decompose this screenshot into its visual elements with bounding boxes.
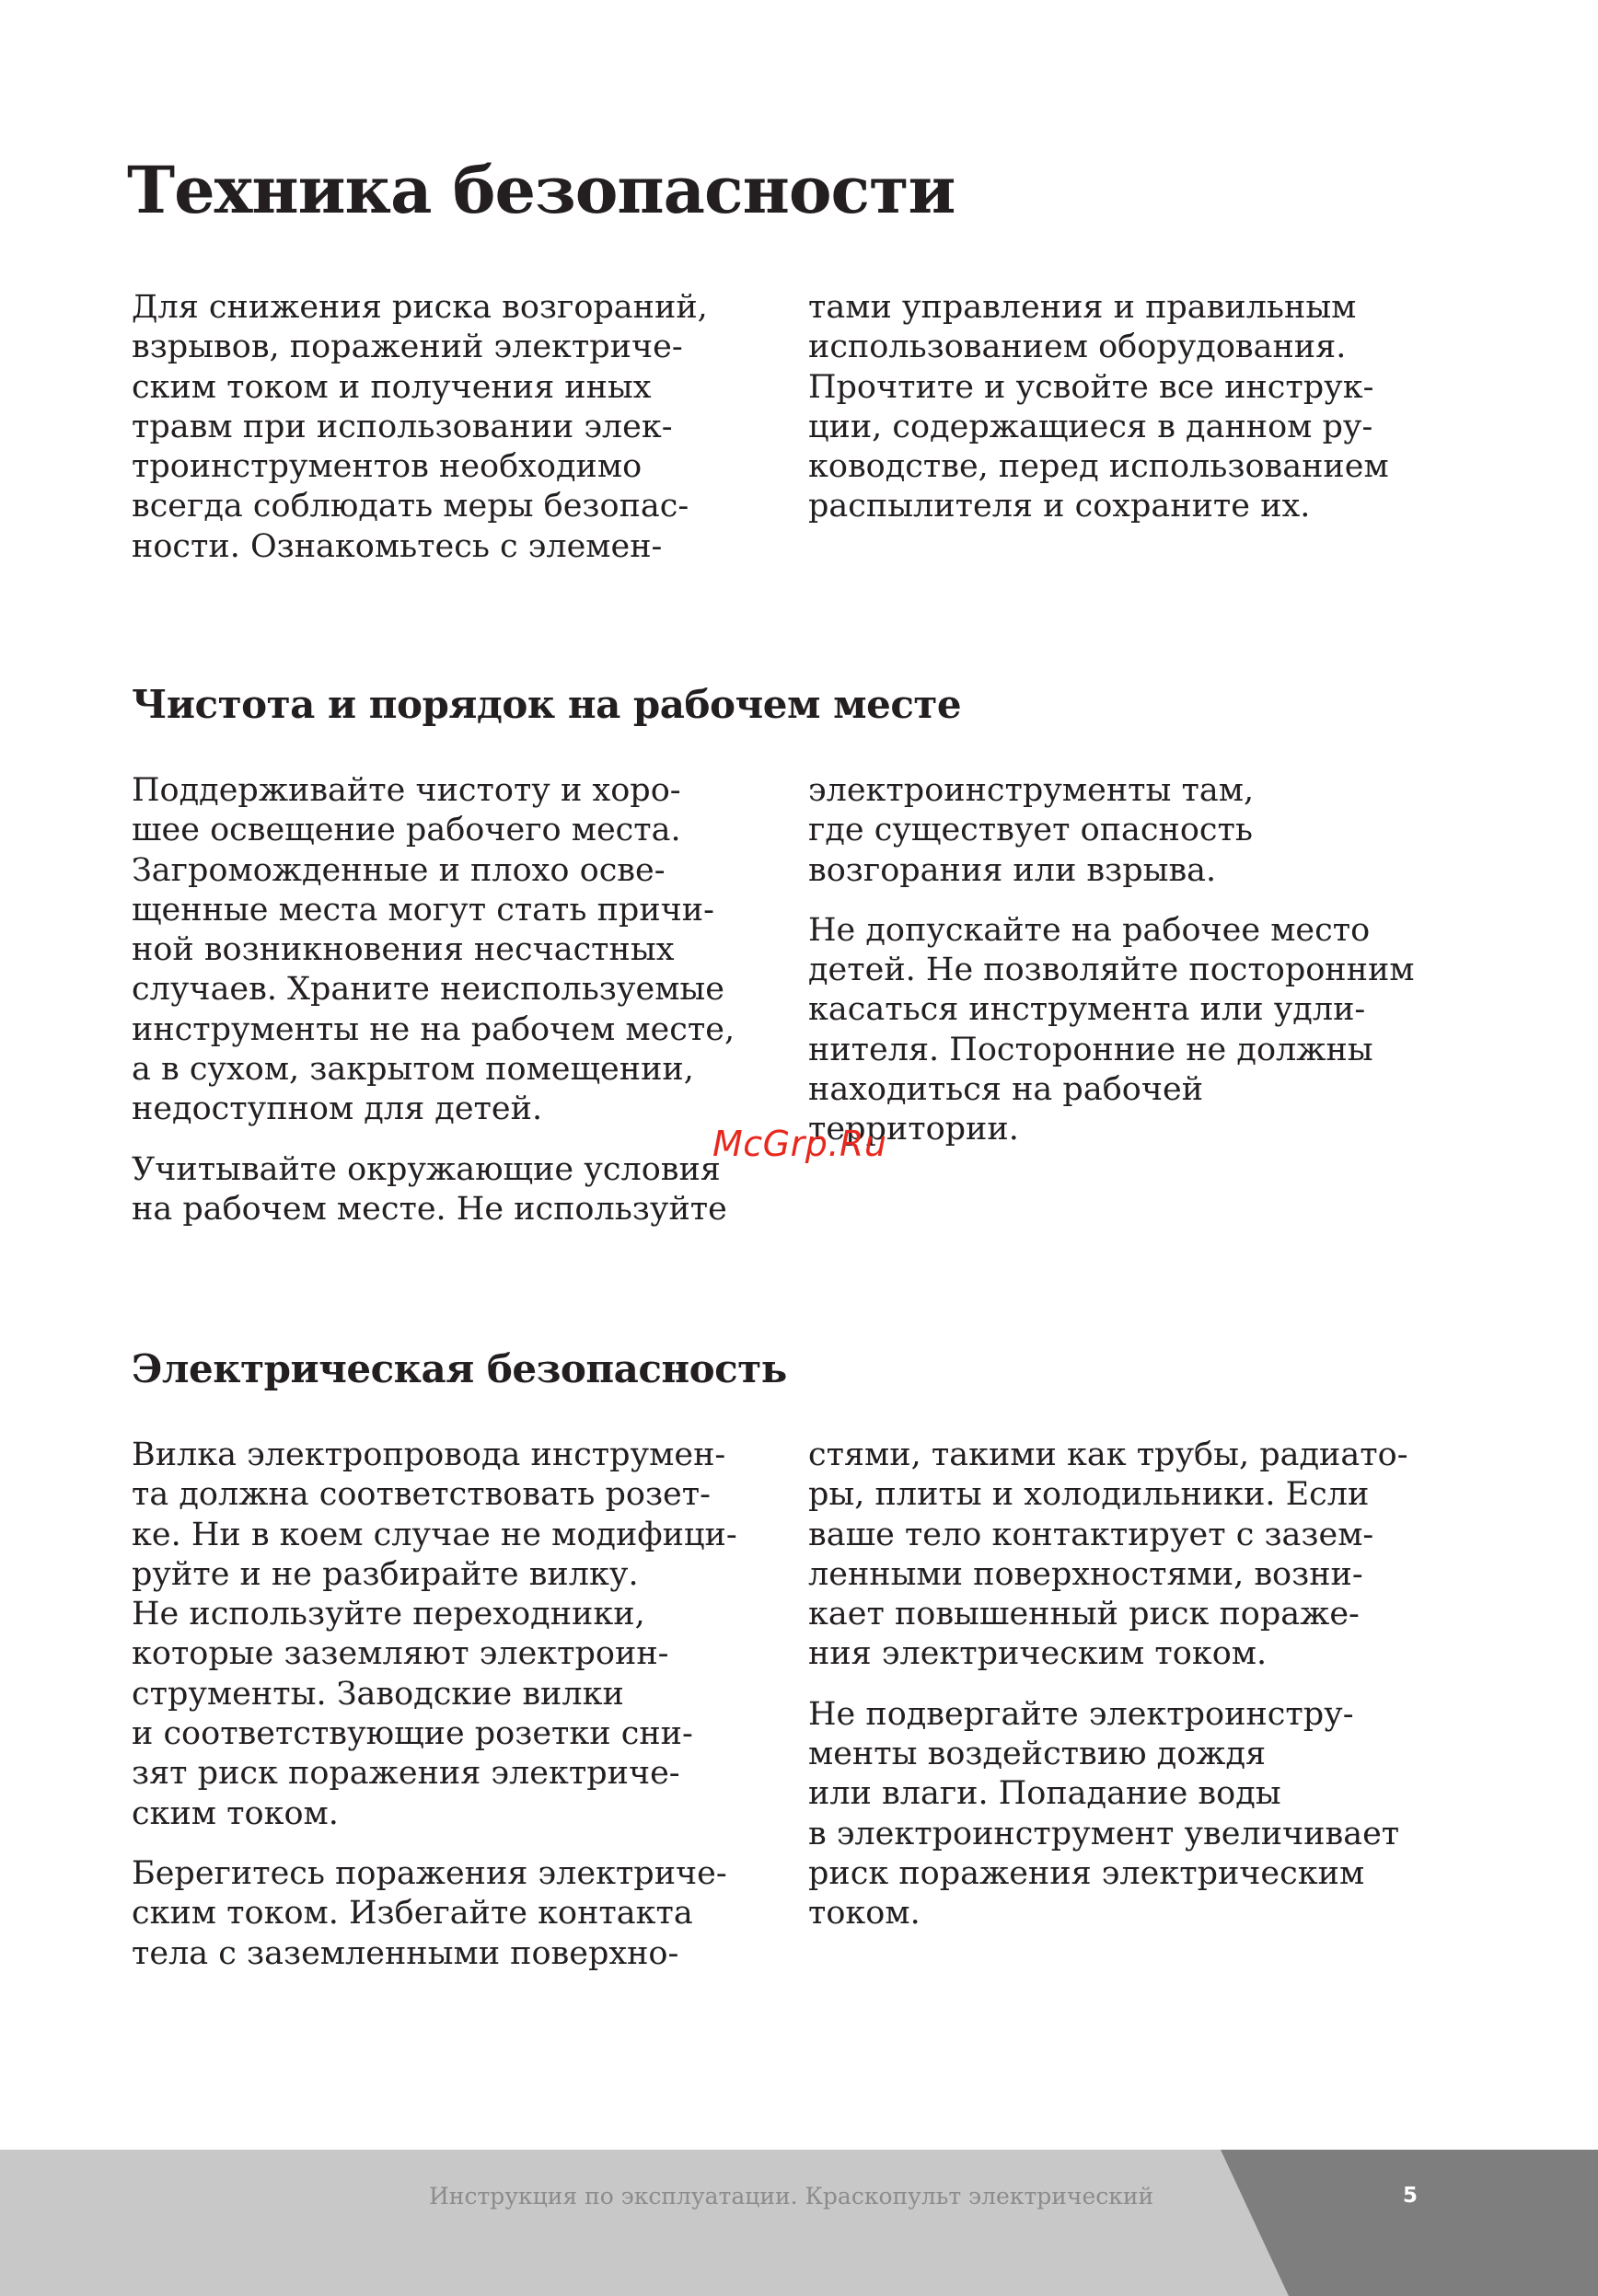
page-title: Техника безопасности xyxy=(127,152,955,228)
page-number: 5 xyxy=(1402,2184,1418,2208)
footer-dark-panel xyxy=(0,2150,1598,2296)
electrical-paragraph: стями, такими как трубы, радиато- ры, плиты и холодильники. Если ваше тело контактирует с зазем- ленными поверхностями, возни- кает повышенный риск пораже- ния электрическим током. xyxy=(808,1436,1408,1673)
electrical-paragraph: Берегитесь поражения электриче- ским током. Избегайте контакта тела с заземленными поверхно- xyxy=(132,1854,727,1972)
footer-document-title: Инструкция по эксплуатации. Краскопульт электрический xyxy=(429,2183,1154,2209)
workplace-paragraph: Поддерживайте чистоту и хоро- шее освещение рабочего места. Загроможденные и плохо осве- щенные места могут стать причи- ной возникновения несчастных случаев. Храните неиспользуемые инструменты не на рабочем месте, а в сухом, закрытом помещении, недоступном для детей. xyxy=(132,772,735,1128)
workplace-paragraph: Учитывайте окружающие условия на рабочем месте. Не используйте xyxy=(132,1150,727,1228)
workplace-paragraph: электроинструменты там, где существует опасность возгорания или взрыва. xyxy=(808,772,1255,889)
section-heading-workplace: Чистота и порядок на рабочем месте xyxy=(132,682,962,727)
electrical-left-column xyxy=(132,1436,767,1994)
intro-paragraph-right: тами управления и правильным использованием оборудования. Прочтите и усвойте все инструк- ции, содержащиеся в данном ру- ководстве, перед использованием распылителя и сохраните их. xyxy=(808,289,1389,525)
electrical-right-column xyxy=(808,1436,1443,1955)
workplace-left-column xyxy=(132,771,767,1250)
intro-left-column xyxy=(132,288,767,587)
intro-paragraph-left: Для снижения риска возгораний, взрывов, поражений электриче- ским током и получения иных травм при использовании элек- троинструментов необходимо всегда соблюдать меры безопас- ности. Ознакомьтесь с элемен- xyxy=(132,289,708,565)
workplace-right-column xyxy=(808,771,1443,1171)
intro-right-column xyxy=(808,288,1443,548)
watermark: McGrp.Ru xyxy=(712,1124,887,1164)
electrical-paragraph: Вилка электропровода инструмен- та должна соответствовать розет- ке. Ни в коем случае не модифици- руйте и не разбирайте вилку. Не используйте переходники, которые заземляют электроин- струменты. Заводские вилки и соответствующие розетки сни- зят риск поражения электриче- ским током. xyxy=(132,1436,737,1832)
electrical-paragraph: Не подвергайте электроинстру- менты воздействию дождя или влаги. Попадание воды в электроинструмент увеличивает риск поражения электрическим током. xyxy=(808,1695,1400,1933)
workplace-paragraph: Не допускайте на рабочее место детей. Не позволяйте посторонним касаться инструмента или удли- нителя. Посторонние не должны находиться на рабочей территории. xyxy=(808,911,1415,1148)
section-heading-electrical: Электрическая безопасность xyxy=(132,1346,787,1391)
page-footer xyxy=(0,2150,1598,2296)
